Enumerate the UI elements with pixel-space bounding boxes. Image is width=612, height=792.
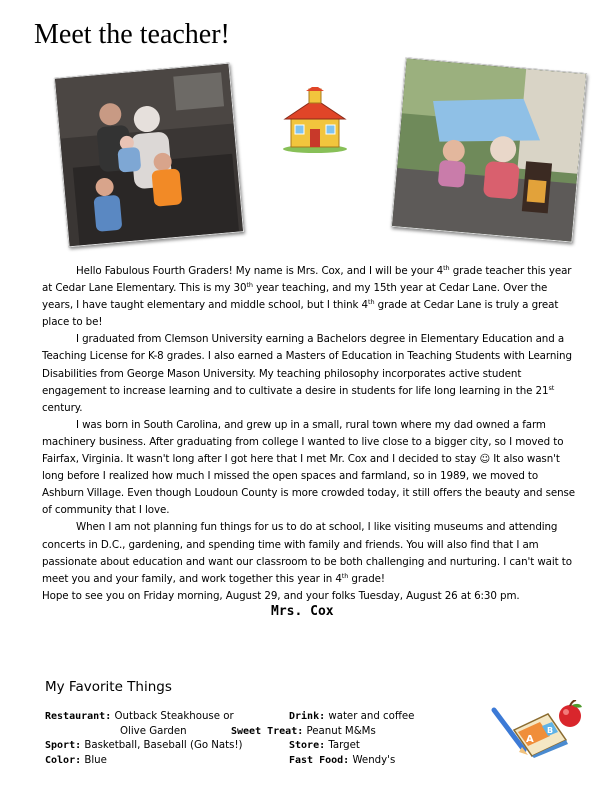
letter-paragraph-greeting: Hello Fabulous Fourth Graders! My name is Mrs. Cox, and I will be your 4th grade teacher this year at Cedar Lane Elementary. This is my 30th year teaching, and my 15th year at Cedar Lane. Over the years, I have taught elementary and middle school, but I think 4th grade at Cedar Lane is truly a great place to be!: [42, 264, 572, 329]
svg-text:B: B: [547, 726, 554, 735]
favorite-fast-food: Fast Food: Wendy's: [289, 755, 396, 766]
family-photo: [54, 63, 244, 248]
letter-paragraph-education: I graduated from Clemson University earning a Bachelors degree in Elementary Education and a Teaching License for K-8 grades. I also earned a Masters of Education in Teaching Students with Learning Disabilities from George Mason University. My teaching philosophy incorporates active student engagement to increase learning and to cultivate a desire in students for life long learning in the 21st century.: [42, 333, 572, 414]
favorite-sweet-treat: Sweet Treat: Peanut M&Ms: [231, 726, 376, 737]
svg-text:A: A: [526, 734, 534, 745]
page-title: Meet the teacher!: [34, 19, 230, 50]
teacher-with-child-photo: [391, 57, 587, 242]
signature: Mrs. Cox: [271, 604, 334, 619]
favorite-store: Store: Target: [289, 740, 360, 751]
favorite-color: Color: Blue: [45, 755, 107, 766]
favorites-title: My Favorite Things: [45, 679, 172, 695]
favorite-sport: Sport: Basketball, Baseball (Go Nats!): [45, 740, 243, 751]
letter-body: [42, 263, 578, 605]
books-apple-icon: [488, 700, 584, 758]
letter-paragraph-hobbies: When I am not planning fun things for us to do at school, I like visiting museums and attending concerts in D.C., gardening, and spending time with family and friends. You will also find that I am passionate about education and want our classroom to be both challenging and nurturing. I can't wait to meet you and your family, and work together this year in 4th grade!: [42, 521, 572, 585]
letter-paragraph-background: I was born in South Carolina, and grew up in a small, rural town where my dad owned a farm machinery business. After graduating from college I wanted to live close to a bigger city, so I moved to Fairfax, Virginia. It wasn't long after I got here that I met Mr. Cox and I decided to stay ☺ It also wasn't long before I realized how much I missed the open spaces and farmland, so in 1989, we moved to Ashburn Village. Even though Loudoun County is more crowded today, it still offers the beauty and sense of community that I love.: [42, 418, 575, 517]
favorite-restaurant-continued: Olive Garden: [120, 726, 187, 737]
favorite-restaurant: Restaurant: Outback Steakhouse or: [45, 711, 234, 722]
schoolhouse-icon: [279, 87, 351, 153]
letter-closing: Hope to see you on Friday morning, August 29, and your folks Tuesday, August 26 at 6:30 pm.: [42, 589, 520, 602]
favorite-drink: Drink: water and coffee: [289, 711, 415, 722]
